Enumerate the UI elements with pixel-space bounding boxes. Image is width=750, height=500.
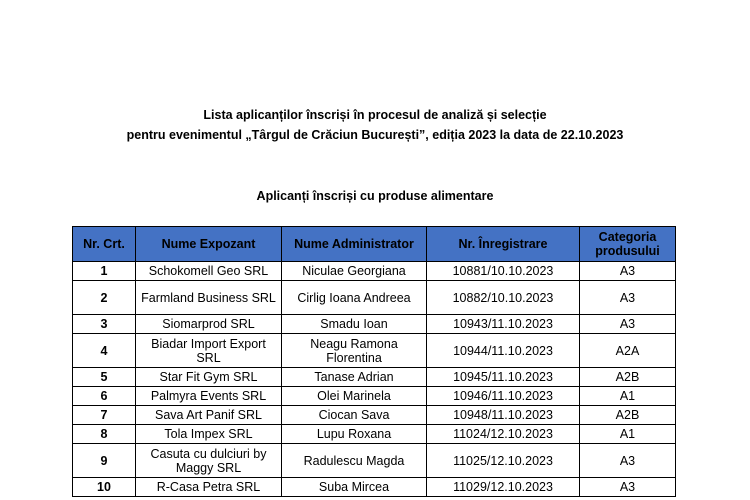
cell-nr: 5 — [73, 368, 136, 387]
cell-nr: 2 — [73, 281, 136, 315]
cell-administrator: Cirlig Ioana Andreea — [282, 281, 427, 315]
table-row — [73, 425, 676, 444]
cell-categoria: A1 — [580, 425, 676, 444]
cell-expozant: Casuta cu dulciuri by Maggy SRL — [136, 444, 282, 478]
cell-categoria: A2B — [580, 368, 676, 387]
cell-categoria: A3 — [580, 478, 676, 497]
table-row — [73, 368, 676, 387]
table-header-row — [73, 227, 676, 262]
section-title: Aplicanți înscriși cu produse alimentare — [256, 189, 494, 203]
cell-expozant: Schokomell Geo SRL — [136, 262, 282, 281]
cell-inregistrare: 10945/11.10.2023 — [427, 368, 580, 387]
cell-inregistrare: 11025/12.10.2023 — [427, 444, 580, 478]
cell-categoria: A2B — [580, 406, 676, 425]
cell-expozant: Farmland Business SRL — [136, 281, 282, 315]
cell-expozant: Siomarprod SRL — [136, 315, 282, 334]
cell-nr: 7 — [73, 406, 136, 425]
document-title-line-2: pentru evenimentul „Târgul de Crăciun București”, ediția 2023 la data de 22.10.2023 — [126, 128, 624, 142]
cell-categoria: A2A — [580, 334, 676, 368]
header-nume-expozant: Nume Expozant — [136, 227, 282, 262]
table-row — [73, 281, 676, 315]
cell-expozant: Biadar Import Export SRL — [136, 334, 282, 368]
header-nume-administrator: Nume Administrator — [282, 227, 427, 262]
cell-administrator: Olei Marinela — [282, 387, 427, 406]
cell-categoria: A1 — [580, 387, 676, 406]
applicants-table — [72, 226, 676, 497]
cell-administrator: Tanase Adrian — [282, 368, 427, 387]
cell-inregistrare: 11029/12.10.2023 — [427, 478, 580, 497]
cell-nr: 3 — [73, 315, 136, 334]
cell-administrator: Suba Mircea — [282, 478, 427, 497]
header-categoria-produsului: Categoria produsului — [580, 227, 676, 262]
cell-administrator: Radulescu Magda — [282, 444, 427, 478]
table-row — [73, 262, 676, 281]
table-row — [73, 315, 676, 334]
cell-expozant: Sava Art Panif SRL — [136, 406, 282, 425]
cell-nr: 1 — [73, 262, 136, 281]
cell-administrator: Smadu Ioan — [282, 315, 427, 334]
cell-inregistrare: 10948/11.10.2023 — [427, 406, 580, 425]
cell-nr: 6 — [73, 387, 136, 406]
table-row — [73, 444, 676, 478]
table-row — [73, 406, 676, 425]
cell-expozant: R-Casa Petra SRL — [136, 478, 282, 497]
cell-expozant: Star Fit Gym SRL — [136, 368, 282, 387]
cell-categoria: A3 — [580, 444, 676, 478]
table-row — [73, 387, 676, 406]
cell-categoria: A3 — [580, 281, 676, 315]
cell-administrator: Niculae Georgiana — [282, 262, 427, 281]
cell-nr: 9 — [73, 444, 136, 478]
cell-nr: 8 — [73, 425, 136, 444]
table-row — [73, 334, 676, 368]
document-title-line-1: Lista aplicanților înscriși în procesul de analiză și selecție — [203, 108, 547, 122]
cell-administrator: Lupu Roxana — [282, 425, 427, 444]
cell-expozant: Palmyra Events SRL — [136, 387, 282, 406]
cell-administrator: Ciocan Sava — [282, 406, 427, 425]
header-nr-inregistrare: Nr. Înregistrare — [427, 227, 580, 262]
cell-inregistrare: 10881/10.10.2023 — [427, 262, 580, 281]
cell-inregistrare: 10943/11.10.2023 — [427, 315, 580, 334]
cell-expozant: Tola Impex SRL — [136, 425, 282, 444]
cell-administrator: Neagu Ramona Florentina — [282, 334, 427, 368]
cell-inregistrare: 10946/11.10.2023 — [427, 387, 580, 406]
cell-inregistrare: 11024/12.10.2023 — [427, 425, 580, 444]
cell-nr: 4 — [73, 334, 136, 368]
cell-categoria: A3 — [580, 262, 676, 281]
table-row — [73, 478, 676, 497]
cell-categoria: A3 — [580, 315, 676, 334]
cell-inregistrare: 10944/11.10.2023 — [427, 334, 580, 368]
cell-inregistrare: 10882/10.10.2023 — [427, 281, 580, 315]
cell-nr: 10 — [73, 478, 136, 497]
header-nr-crt: Nr. Crt. — [73, 227, 136, 262]
